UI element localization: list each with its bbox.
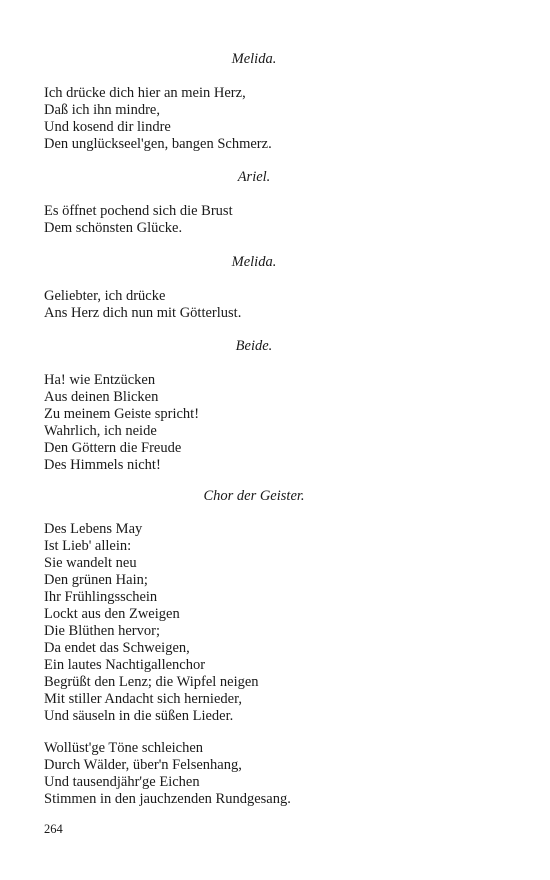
- verse-line: Zu meinem Geiste spricht!: [44, 406, 200, 422]
- verse-line: Wahrlich, ich neide: [44, 423, 157, 439]
- verse-line: Geliebter, ich drücke: [44, 288, 166, 304]
- verse-line: Da endet das Schweigen,: [44, 640, 190, 656]
- verse-line: Den Göttern die Freude: [44, 440, 182, 456]
- verse-line: Dem schönsten Glücke.: [44, 220, 183, 236]
- speaker-heading: Chor der Geister.: [203, 488, 305, 504]
- verse-line: Durch Wälder, über'n Felsenhang,: [44, 757, 242, 773]
- verse-line: Ihr Frühlingsschein: [44, 589, 158, 605]
- stanza: [44, 85, 272, 153]
- speaker-heading: Melida.: [231, 51, 277, 67]
- verse-line: Ha! wie Entzücken: [44, 372, 156, 388]
- verse-line: Lockt aus den Zweigen: [44, 606, 180, 622]
- verse-line: Und tausendjähr'ge Eichen: [44, 774, 200, 790]
- verse-line: Und kosend dir lindre: [44, 119, 171, 135]
- verse-line: Ans Herz dich nun mit Götterlust.: [44, 305, 242, 321]
- verse-line: Daß ich ihn mindre,: [44, 102, 160, 118]
- verse-line: Ein lautes Nachtigallenchor: [44, 657, 206, 673]
- verse-line: Die Blüthen hervor;: [44, 623, 160, 639]
- verse-line: Es öffnet pochend sich die Brust: [44, 203, 233, 219]
- verse-line: Mit stiller Andacht sich hernieder,: [44, 691, 242, 707]
- stanza: [44, 288, 241, 322]
- verse-line: Wollüst'ge Töne schleichen: [44, 740, 204, 756]
- verse-line: Stimmen in den jauchzenden Rundgesang.: [44, 791, 291, 807]
- page-number: 264: [44, 822, 63, 836]
- verse-line: Des Lebens May: [44, 521, 143, 537]
- speaker-heading: Beide.: [235, 338, 273, 354]
- stanza: [44, 740, 291, 808]
- verse-line: Und säuseln in die süßen Lieder.: [44, 708, 234, 724]
- verse-line: Des Himmels nicht!: [44, 457, 161, 473]
- speaker-heading: Melida.: [231, 254, 277, 270]
- verse-line: Den unglückseel'gen, bangen Schmerz.: [44, 136, 272, 152]
- speaker-heading: Ariel.: [237, 169, 271, 185]
- verse-line: Begrüßt den Lenz; die Wipfel neigen: [44, 674, 259, 690]
- stanza: [44, 372, 199, 474]
- verse-line: Ich drücke dich hier an mein Herz,: [44, 85, 246, 101]
- verse-line: Den grünen Hain;: [44, 572, 148, 588]
- stanza: [44, 203, 233, 237]
- verse-line: Sie wandelt neu: [44, 555, 137, 571]
- verse-line: Aus deinen Blicken: [44, 389, 159, 405]
- stanza: [44, 521, 259, 725]
- verse-line: Ist Lieb' allein:: [44, 538, 132, 554]
